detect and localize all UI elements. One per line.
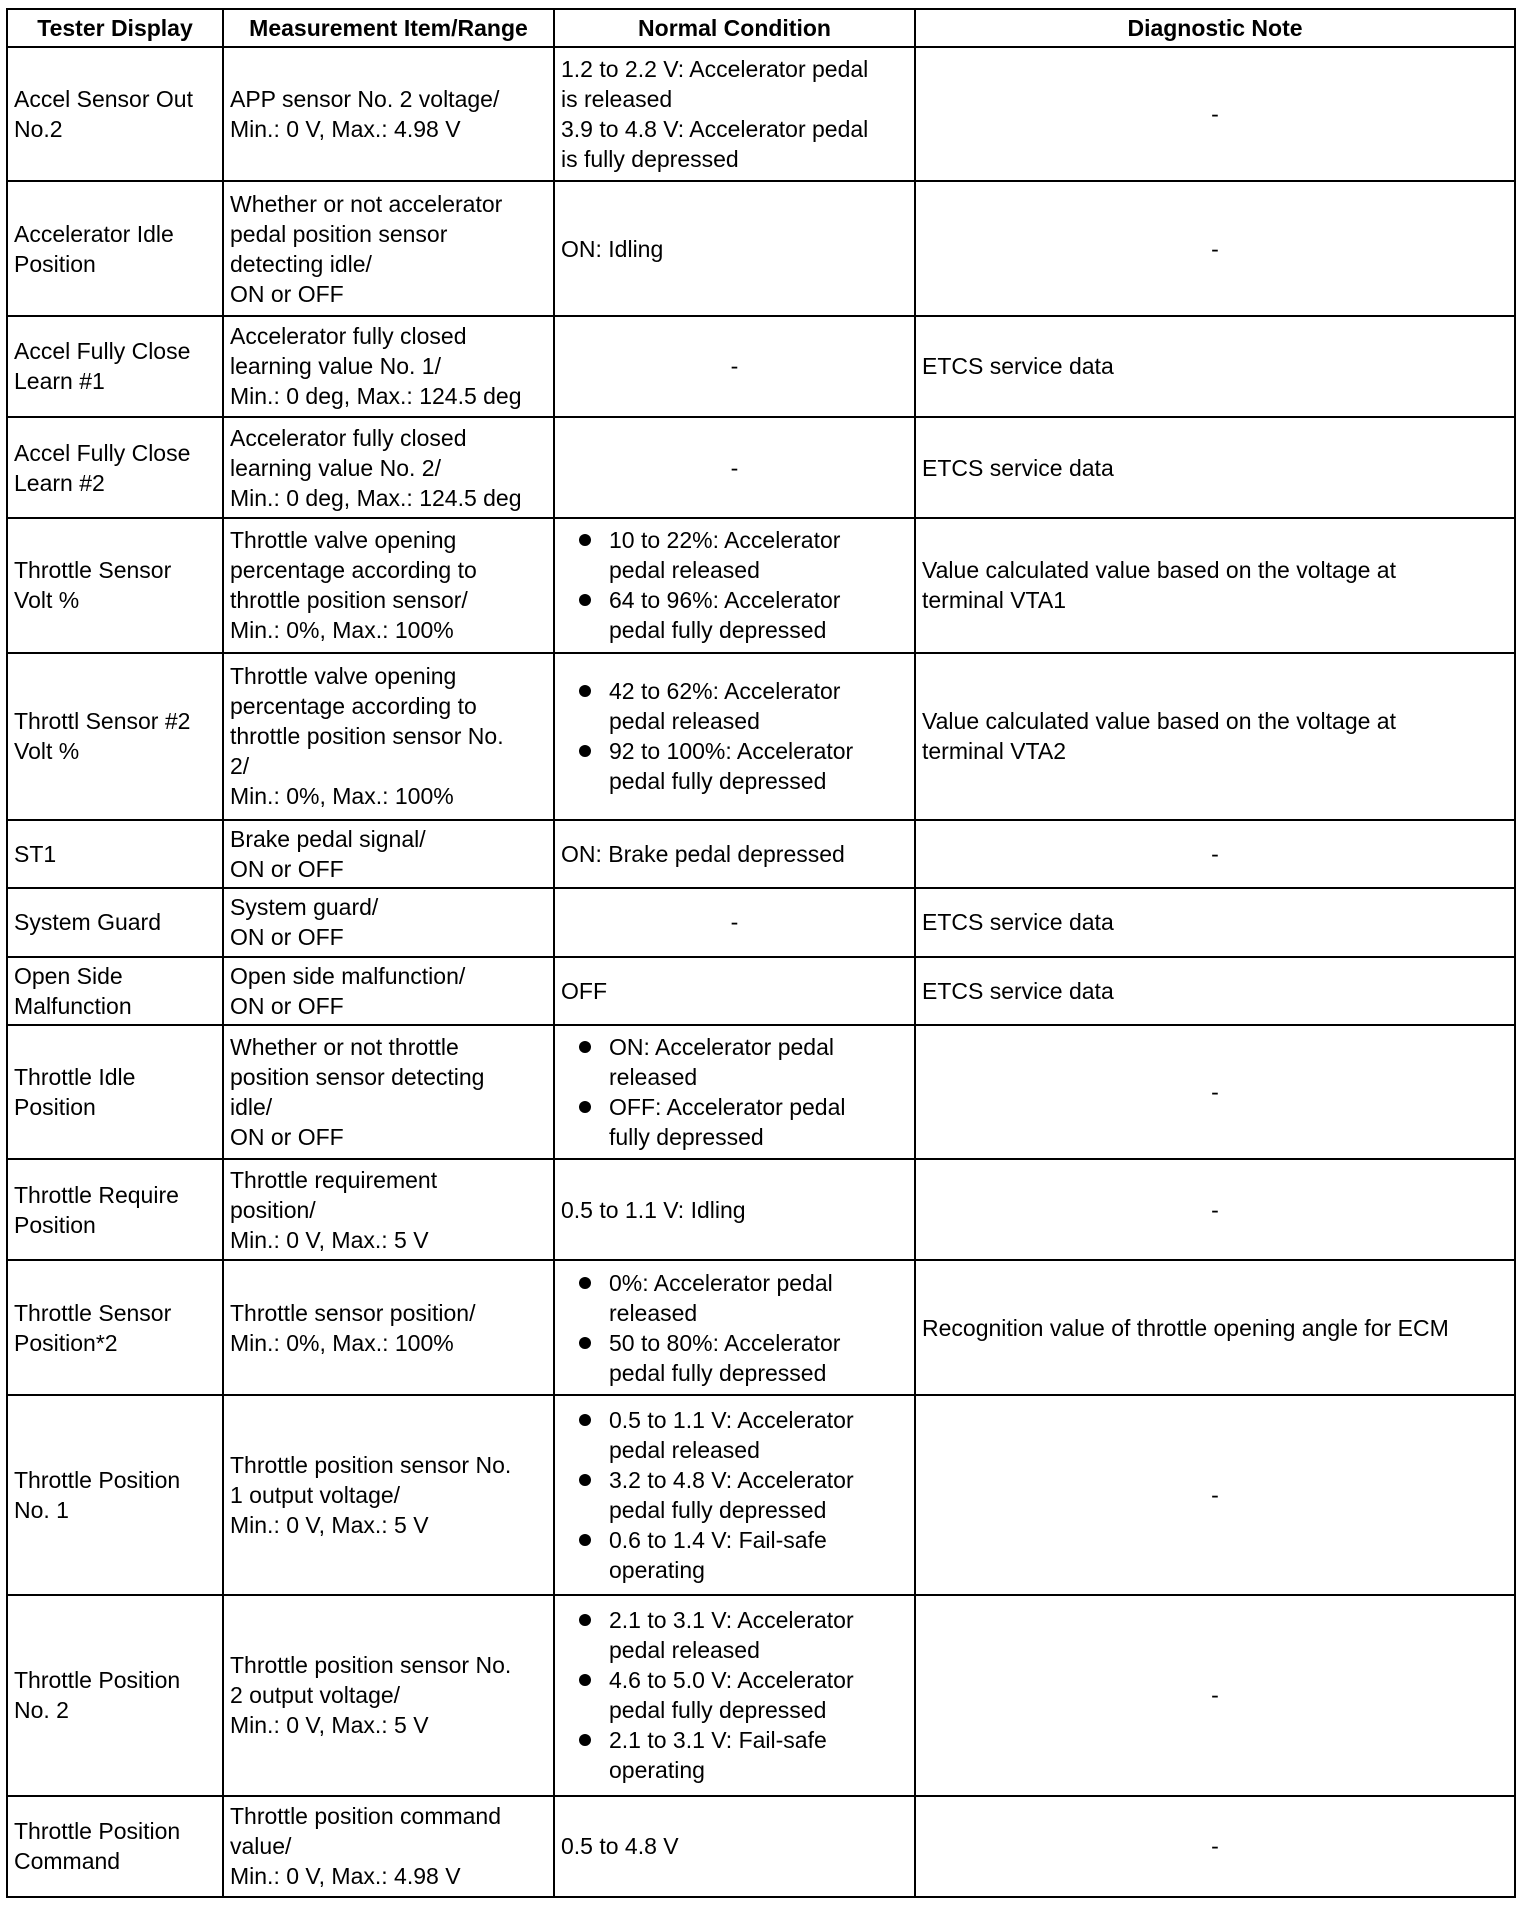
cell-text-line: APP sensor No. 2 voltage/ (230, 86, 500, 113)
cell-text-line: Throttle requirement (230, 1166, 438, 1193)
cell-text-line: Min.: 0 V, Max.: 5 V (230, 1712, 429, 1739)
tester-display-cell (7, 316, 223, 417)
table-row (7, 1159, 1515, 1260)
tester-display-cell (7, 47, 223, 181)
cell-text-line: No. 1 (14, 1496, 69, 1523)
diagnostic-note-cell (915, 1159, 1515, 1260)
cell-text-line: ON or OFF (230, 280, 344, 307)
cell-text-line: Accel Fully Close (14, 338, 191, 365)
measurement-item-cell (223, 417, 554, 518)
cell-text-line: Position (14, 1093, 96, 1120)
cell-text-line: pedal released (609, 557, 760, 584)
cell-text-line: No.2 (14, 116, 63, 143)
cell-text-line: pedal fully depressed (609, 768, 827, 795)
measurement-item-cell (223, 47, 554, 181)
bullet-item (561, 736, 908, 796)
table-row (7, 1796, 1515, 1897)
cell-text-line: 10 to 22%: Accelerator (609, 527, 841, 554)
cell-text-line: Volt % (14, 738, 80, 765)
cell-text-line: Throttle Position (14, 1667, 181, 1694)
tester-display-cell (7, 820, 223, 888)
table-row (7, 181, 1515, 315)
cell-text-line: Throttle position sensor No. (230, 1652, 512, 1679)
cell-text-line: ON: Accelerator pedal (609, 1033, 835, 1060)
cell-text-line: Throttle valve opening (230, 663, 457, 690)
cell-text-line: Recognition value of throttle opening angle for ECM (922, 1314, 1449, 1341)
diagnostic-note-cell (915, 1260, 1515, 1394)
measurement-item-cell (223, 316, 554, 417)
diagnostic-note-cell (915, 1595, 1515, 1795)
table-row (7, 1595, 1515, 1795)
cell-text-line: Value calculated value based on the voltage at (922, 708, 1396, 735)
cell-text-line: pedal fully depressed (609, 1359, 827, 1386)
cell-text-line: Throttle position command (230, 1803, 502, 1830)
cell-text-line: Accel Fully Close (14, 439, 191, 466)
diagnostic-note-cell (915, 1395, 1515, 1595)
cell-text-line: Min.: 0 V, Max.: 5 V (230, 1226, 429, 1253)
normal-condition-cell (554, 518, 915, 652)
cell-text-line: 0.5 to 1.1 V: Accelerator (609, 1406, 854, 1433)
cell-text-line: operating (609, 1757, 705, 1784)
cell-text-line: Volt % (14, 587, 80, 614)
cell-text-line: Position (14, 1211, 96, 1238)
cell-text-line: detecting idle/ (230, 250, 372, 277)
normal-condition-cell (554, 820, 915, 888)
cell-text-line: ETCS service data (922, 909, 1114, 936)
bullet-item (561, 1092, 908, 1152)
cell-text-line: Min.: 0%, Max.: 100% (230, 617, 454, 644)
bullet-item (561, 1725, 908, 1785)
cell-text-line: Position (14, 250, 96, 277)
bullet-list (561, 525, 908, 645)
header-tester-display: Tester Display (7, 9, 223, 47)
bullet-item (561, 525, 908, 585)
measurement-item-cell (223, 1796, 554, 1897)
cell-text-line: ON or OFF (230, 856, 344, 883)
bullet-list (561, 1268, 908, 1388)
cell-text-line: ON or OFF (230, 924, 344, 951)
measurement-item-cell (223, 1395, 554, 1595)
bullet-item (561, 585, 908, 645)
cell-text-line: Whether or not throttle (230, 1033, 459, 1060)
tester-display-cell (7, 888, 223, 956)
table-row (7, 47, 1515, 181)
cell-text-line: 50 to 80%: Accelerator (609, 1329, 841, 1356)
cell-text-line: value/ (230, 1833, 292, 1860)
table-row (7, 653, 1515, 820)
table-header-row (7, 9, 1515, 47)
bullet-item (561, 1032, 908, 1092)
normal-condition-cell (554, 1025, 915, 1159)
cell-text-line: pedal released (609, 708, 760, 735)
measurement-item-cell (223, 820, 554, 888)
cell-text-line: Brake pedal signal/ (230, 826, 426, 853)
cell-text-line: ON or OFF (230, 992, 344, 1019)
cell-text-line: 0%: Accelerator pedal (609, 1269, 833, 1296)
cell-text-line: ETCS service data (922, 353, 1114, 380)
cell-text-line: Min.: 0%, Max.: 100% (230, 783, 454, 810)
bullet-list (561, 676, 908, 796)
cell-text-line: Min.: 0 V, Max.: 4.98 V (230, 1863, 461, 1890)
cell-text-line: 2.1 to 3.1 V: Accelerator (609, 1607, 854, 1634)
cell-text-line: is fully depressed (561, 146, 739, 173)
cell-text-line: fully depressed (609, 1123, 764, 1150)
cell-text-line: pedal fully depressed (609, 1697, 827, 1724)
bullet-item (561, 1328, 908, 1388)
cell-text-line: pedal released (609, 1436, 760, 1463)
data-list-table (6, 8, 1516, 1898)
cell-text-line: throttle position sensor No. (230, 723, 504, 750)
cell-text-line: Throttle valve opening (230, 527, 457, 554)
cell-text-line: Accelerator fully closed (230, 323, 467, 350)
diagnostic-note-cell (915, 47, 1515, 181)
cell-text-line: ON: Brake pedal depressed (561, 841, 845, 868)
cell-text-line: 2/ (230, 753, 250, 780)
cell-text-line: No. 2 (14, 1697, 69, 1724)
bullet-list (561, 1405, 908, 1585)
cell-text-line: - (730, 909, 739, 936)
cell-text-line: Throttle Position (14, 1818, 181, 1845)
normal-condition-cell (554, 1796, 915, 1897)
diagnostic-note-cell (915, 1796, 1515, 1897)
tester-display-cell (7, 1025, 223, 1159)
cell-text-line: Min.: 0 deg, Max.: 124.5 deg (230, 484, 522, 511)
cell-text-line: released (609, 1063, 698, 1090)
normal-condition-cell (554, 181, 915, 315)
normal-condition-cell (554, 47, 915, 181)
normal-condition-cell (554, 1260, 915, 1394)
cell-text-line: released (609, 1299, 698, 1326)
cell-text-line: throttle position sensor/ (230, 587, 468, 614)
cell-text-line: percentage according to (230, 557, 477, 584)
diagnostic-note-cell (915, 518, 1515, 652)
cell-text-line: ON: Idling (561, 235, 664, 262)
cell-text-line: 2.1 to 3.1 V: Fail-safe (609, 1727, 827, 1754)
header-normal-condition: Normal Condition (554, 9, 915, 47)
cell-text-line: ETCS service data (922, 454, 1114, 481)
normal-condition-cell (554, 417, 915, 518)
cell-text-line: pedal fully depressed (609, 1496, 827, 1523)
cell-text-line: pedal position sensor (230, 220, 448, 247)
cell-text-line: - (1211, 841, 1219, 868)
cell-text-line: Min.: 0%, Max.: 100% (230, 1329, 454, 1356)
cell-text-line: Min.: 0 V, Max.: 4.98 V (230, 116, 461, 143)
cell-text-line: Throttle position sensor No. (230, 1451, 512, 1478)
cell-text-line: OFF (561, 977, 607, 1004)
cell-text-line: 0.6 to 1.4 V: Fail-safe (609, 1526, 827, 1553)
cell-text-line: position/ (230, 1196, 316, 1223)
cell-text-line: 64 to 96%: Accelerator (609, 587, 841, 614)
cell-text-line: 4.6 to 5.0 V: Accelerator (609, 1667, 854, 1694)
cell-text-line: Position*2 (14, 1329, 118, 1356)
table-row (7, 518, 1515, 652)
table-row (7, 1025, 1515, 1159)
cell-text-line: ETCS service data (922, 977, 1114, 1004)
cell-text-line: - (1211, 1078, 1219, 1105)
header-measurement-item: Measurement Item/Range (223, 9, 554, 47)
measurement-item-cell (223, 957, 554, 1025)
cell-text-line: System guard/ (230, 894, 379, 921)
cell-text-line: Min.: 0 deg, Max.: 124.5 deg (230, 383, 522, 410)
measurement-item-cell (223, 181, 554, 315)
normal-condition-cell (554, 1595, 915, 1795)
cell-text-line: Whether or not accelerator (230, 190, 503, 217)
normal-condition-cell (554, 1159, 915, 1260)
measurement-item-cell (223, 1595, 554, 1795)
normal-condition-cell (554, 316, 915, 417)
cell-text-line: operating (609, 1556, 705, 1583)
cell-text-line: Accel Sensor Out (14, 86, 193, 113)
tester-display-cell (7, 1595, 223, 1795)
cell-text-line: Open side malfunction/ (230, 962, 466, 989)
cell-text-line: idle/ (230, 1093, 273, 1120)
diagnostic-note-cell (915, 653, 1515, 820)
diagnostic-note-cell (915, 888, 1515, 956)
normal-condition-cell (554, 957, 915, 1025)
cell-text-line: Throttle sensor position/ (230, 1299, 476, 1326)
table-row (7, 957, 1515, 1025)
diagnostic-note-cell (915, 316, 1515, 417)
table-row (7, 417, 1515, 518)
bullet-item (561, 1405, 908, 1465)
table-row (7, 1260, 1515, 1394)
data-list-table-container (6, 8, 1516, 1898)
cell-text-line: - (1211, 101, 1219, 128)
cell-text-line: Throttle Position (14, 1466, 181, 1493)
measurement-item-cell (223, 518, 554, 652)
cell-text-line: 1.2 to 2.2 V: Accelerator pedal (561, 56, 869, 83)
bullet-list (561, 1032, 908, 1152)
bullet-item (561, 1465, 908, 1525)
diagnostic-note-cell (915, 820, 1515, 888)
bullet-item (561, 676, 908, 736)
bullet-item (561, 1605, 908, 1665)
diagnostic-note-cell (915, 417, 1515, 518)
cell-text-line: OFF: Accelerator pedal (609, 1093, 846, 1120)
tester-display-cell (7, 653, 223, 820)
cell-text-line: Learn #1 (14, 368, 105, 395)
cell-text-line: 92 to 100%: Accelerator (609, 738, 854, 765)
measurement-item-cell (223, 653, 554, 820)
cell-text-line: Command (14, 1848, 121, 1875)
cell-text-line: ON or OFF (230, 1123, 344, 1150)
measurement-item-cell (223, 1260, 554, 1394)
cell-text-line: learning value No. 1/ (230, 353, 441, 380)
measurement-item-cell (223, 1025, 554, 1159)
cell-text-line: ST1 (14, 841, 57, 868)
cell-text-line: 3.9 to 4.8 V: Accelerator pedal (561, 116, 869, 143)
cell-text-line: Malfunction (14, 992, 132, 1019)
cell-text-line: Open Side (14, 962, 123, 989)
bullet-list (561, 1605, 908, 1785)
cell-text-line: learning value No. 2/ (230, 454, 441, 481)
table-row (7, 888, 1515, 956)
normal-condition-cell (554, 888, 915, 956)
cell-text-line: position sensor detecting (230, 1063, 485, 1090)
cell-text-line: - (1211, 1196, 1219, 1223)
tester-display-cell (7, 518, 223, 652)
cell-text-line: - (730, 353, 739, 380)
cell-text-line: Learn #2 (14, 469, 105, 496)
cell-text-line: 0.5 to 1.1 V: Idling (561, 1196, 746, 1223)
cell-text-line: - (1211, 1481, 1219, 1508)
cell-text-line: 3.2 to 4.8 V: Accelerator (609, 1466, 854, 1493)
cell-text-line: 2 output voltage/ (230, 1682, 401, 1709)
cell-text-line: Value calculated value based on the voltage at (922, 557, 1396, 584)
normal-condition-cell (554, 653, 915, 820)
cell-text-line: Throttle Require (14, 1181, 179, 1208)
table-row (7, 820, 1515, 888)
cell-text-line: - (1211, 1682, 1219, 1709)
cell-text-line: Throttle Idle (14, 1063, 136, 1090)
cell-text-line: - (1211, 1833, 1219, 1860)
tester-display-cell (7, 181, 223, 315)
cell-text-line: terminal VTA2 (922, 738, 1067, 765)
tester-display-cell (7, 1395, 223, 1595)
cell-text-line: 42 to 62%: Accelerator (609, 678, 841, 705)
tester-display-cell (7, 1159, 223, 1260)
tester-display-cell (7, 1796, 223, 1897)
bullet-item (561, 1268, 908, 1328)
diagnostic-note-cell (915, 181, 1515, 315)
bullet-item (561, 1665, 908, 1725)
cell-text-line: pedal released (609, 1637, 760, 1664)
cell-text-line: is released (561, 86, 673, 113)
cell-text-line: 0.5 to 4.8 V (561, 1833, 679, 1860)
cell-text-line: 1 output voltage/ (230, 1481, 401, 1508)
tester-display-cell (7, 957, 223, 1025)
cell-text-line: - (1211, 235, 1219, 262)
cell-text-line: System Guard (14, 909, 161, 936)
cell-text-line: pedal fully depressed (609, 617, 827, 644)
tester-display-cell (7, 1260, 223, 1394)
measurement-item-cell (223, 888, 554, 956)
tester-display-cell (7, 417, 223, 518)
normal-condition-cell (554, 1395, 915, 1595)
cell-text-line: Throttle Sensor (14, 1299, 172, 1326)
header-diagnostic-note: Diagnostic Note (915, 9, 1515, 47)
cell-text-line: Accelerator Idle (14, 220, 174, 247)
table-row (7, 1395, 1515, 1595)
cell-text-line: - (730, 454, 739, 481)
cell-text-line: Throttle Sensor (14, 557, 172, 584)
cell-text-line: terminal VTA1 (922, 587, 1067, 614)
measurement-item-cell (223, 1159, 554, 1260)
bullet-item (561, 1525, 908, 1585)
cell-text-line: Min.: 0 V, Max.: 5 V (230, 1511, 429, 1538)
diagnostic-note-cell (915, 957, 1515, 1025)
cell-text-line: Throttl Sensor #2 (14, 708, 191, 735)
cell-text-line: Accelerator fully closed (230, 424, 467, 451)
cell-text-line: percentage according to (230, 693, 477, 720)
table-row (7, 316, 1515, 417)
diagnostic-note-cell (915, 1025, 1515, 1159)
